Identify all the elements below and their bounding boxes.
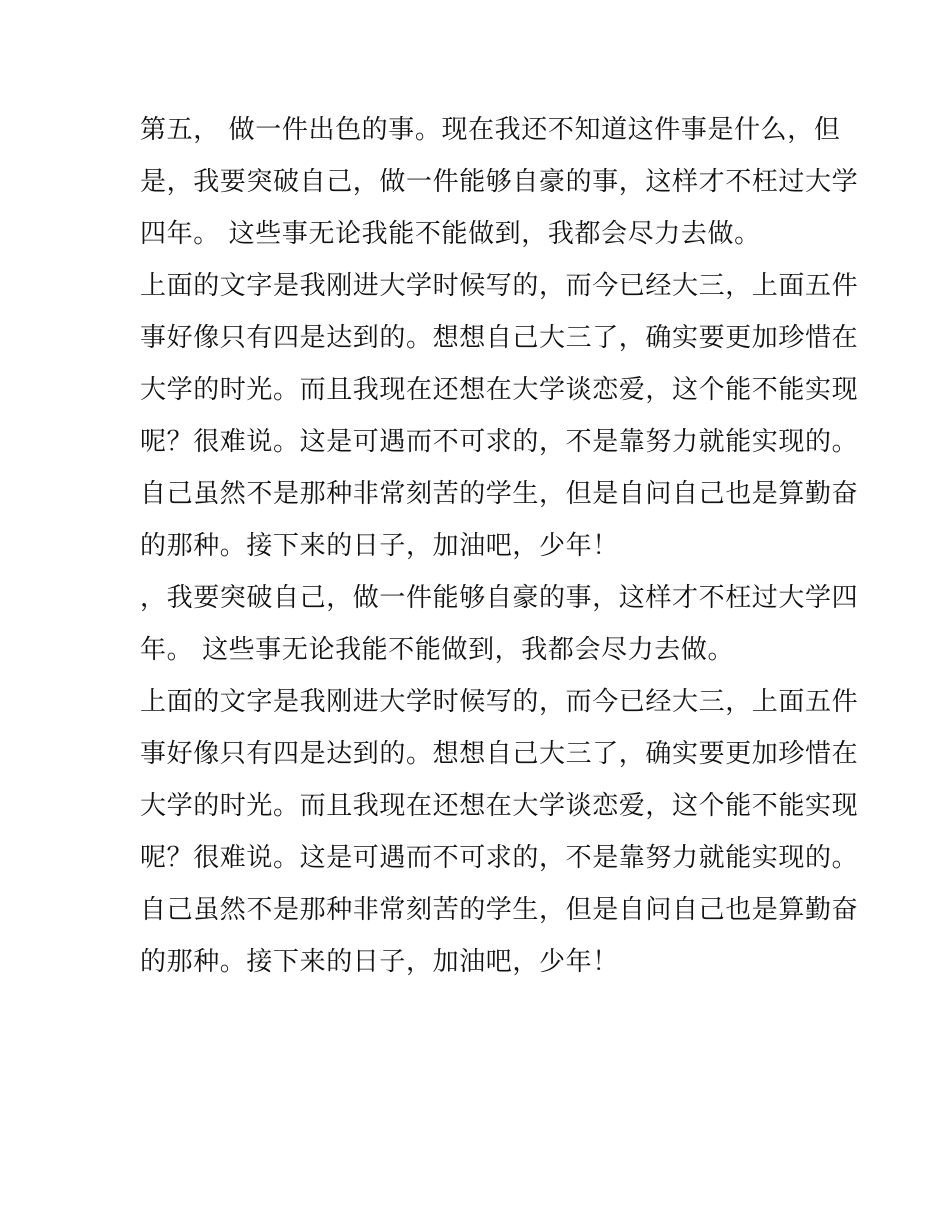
text-line: 自己虽然不是那种非常刻苦的学生，但是自问自己也是算勤奋 [140, 895, 859, 925]
text-line: 上面的文字是我刚进大学时候写的，而今已经大三，上面五件 [140, 687, 859, 717]
text-line: 大学的时光。而且我现在还想在大学谈恋爱，这个能不能实现 [140, 375, 859, 405]
text-line: 呢？很难说。这是可遇而不可求的，不是靠努力就能实现的。 [140, 427, 859, 457]
text-line: 事好像只有四是达到的。想想自己大三了，确实要更加珍惜在 [140, 323, 859, 353]
text-line: 上面的文字是我刚进大学时候写的，而今已经大三，上面五件 [140, 271, 859, 301]
text-line: ，我要突破自己，做一件能够自豪的事，这样才不枉过大学四 [140, 583, 859, 613]
text-line: 的那种。接下来的日子，加油吧，少年！ [140, 947, 619, 977]
document-body [140, 104, 859, 988]
text-line: 事好像只有四是达到的。想想自己大三了，确实要更加珍惜在 [140, 739, 859, 769]
text-line: 四年。 这些事无论我能不能做到，我都会尽力去做。 [140, 219, 761, 249]
text-line: 大学的时光。而且我现在还想在大学谈恋爱，这个能不能实现 [140, 791, 859, 821]
text-line: 的那种。接下来的日子，加油吧，少年！ [140, 531, 619, 561]
text-line: 自己虽然不是那种非常刻苦的学生，但是自问自己也是算勤奋 [140, 479, 859, 509]
text-line: 第五， 做一件出色的事。现在我还不知道这件事是什么，但 [140, 115, 841, 145]
text-line: 是，我要突破自己，做一件能够自豪的事，这样才不枉过大学 [140, 167, 859, 197]
text-line: 呢？很难说。这是可遇而不可求的，不是靠努力就能实现的。 [140, 843, 859, 873]
text-line: 年。 这些事无论我能不能做到，我都会尽力去做。 [140, 635, 735, 665]
